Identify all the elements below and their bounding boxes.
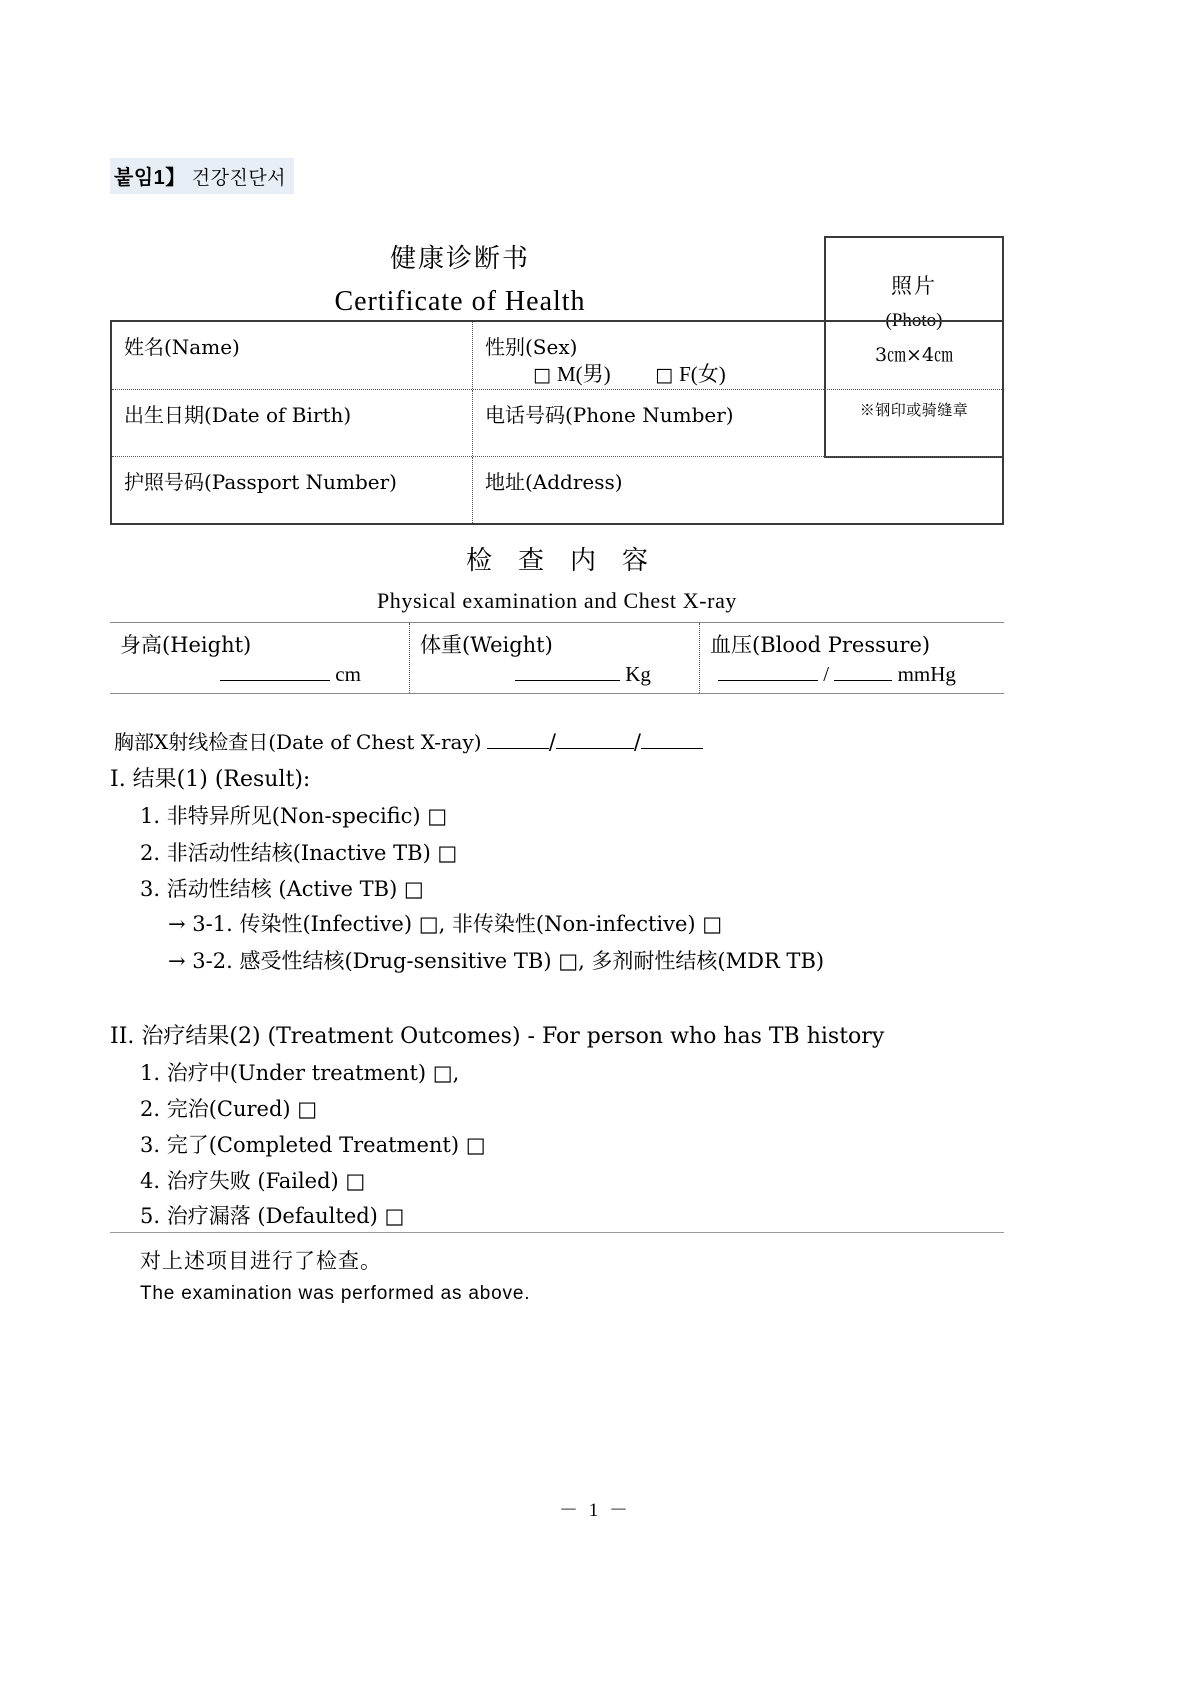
sex-options bbox=[533, 358, 726, 388]
statement-en: The examination was performed as above. bbox=[140, 1283, 531, 1304]
page-title-en: Certificate of Health bbox=[334, 286, 586, 317]
blood-pressure-cell[interactable] bbox=[700, 623, 1004, 693]
attachment-tag: 붙임1】 bbox=[114, 167, 186, 189]
xray-date-sep-2: / bbox=[633, 730, 641, 754]
xray-date-month-line[interactable] bbox=[556, 728, 634, 749]
measurements-table bbox=[110, 622, 1004, 694]
page-number: － 1 － bbox=[558, 1500, 631, 1521]
personal-info-table bbox=[110, 320, 1004, 525]
attachment-header bbox=[110, 158, 294, 194]
weight-cell[interactable] bbox=[410, 623, 700, 693]
sex-label: 性别(Sex) bbox=[485, 335, 578, 359]
dob-cell[interactable] bbox=[112, 390, 472, 456]
passport-label: 护照号码(Passport Number) bbox=[124, 470, 397, 494]
statement-cn: 对上述项目进行了检查。 bbox=[140, 1249, 382, 1273]
section-ii-heading: II. 治疗结果(2) (Treatment Outcomes) - For person who has TB history bbox=[110, 1024, 885, 1049]
phone-label: 电话号码(Phone Number) bbox=[485, 403, 734, 427]
sex-female-label: F(女) bbox=[679, 362, 726, 386]
photo-seal-note: ※钢印或骑缝章 bbox=[859, 401, 969, 419]
section-ii-item-4[interactable]: 4. 治疗失败 (Failed) □ bbox=[140, 1169, 366, 1193]
blood-pressure-label: 血压(Blood Pressure) bbox=[710, 633, 931, 657]
bp-separator: / bbox=[823, 662, 830, 686]
exam-section-title-cn: 检查内容 bbox=[465, 546, 674, 576]
sex-female-checkbox[interactable]: □ bbox=[655, 364, 674, 386]
address-label: 地址(Address) bbox=[485, 470, 623, 494]
name-label: 姓名(Name) bbox=[124, 335, 240, 359]
section-ii-item-5[interactable]: 5. 治疗漏落 (Defaulted) □ bbox=[140, 1204, 405, 1228]
xray-date-row bbox=[114, 726, 703, 755]
section-i-item-3-2[interactable]: → 3-2. 感受性结核(Drug-sensitive TB) □, 多剂耐性结核(MDR TB) bbox=[168, 949, 825, 973]
photo-label-cn: 照片 bbox=[891, 274, 937, 298]
divider bbox=[110, 1232, 1004, 1233]
height-unit: cm bbox=[335, 662, 361, 686]
height-label: 身高(Height) bbox=[120, 633, 252, 657]
name-cell[interactable] bbox=[112, 322, 472, 389]
phone-cell[interactable] bbox=[472, 390, 1002, 456]
section-i-heading: I. 结果(1) (Result): bbox=[110, 767, 311, 792]
page-title-cn: 健康诊断书 bbox=[389, 244, 530, 274]
bp-unit: mmHg bbox=[897, 662, 956, 686]
bp-systolic-line[interactable] bbox=[718, 660, 818, 681]
weight-input-line[interactable] bbox=[515, 660, 620, 681]
xray-date-year-line[interactable] bbox=[487, 728, 549, 749]
section-i-item-3[interactable]: 3. 活动性结核 (Active TB) □ bbox=[140, 877, 424, 901]
table-row bbox=[112, 456, 1002, 523]
section-ii-item-2[interactable]: 2. 完治(Cured) □ bbox=[140, 1097, 318, 1121]
bp-diastolic-line[interactable] bbox=[834, 660, 892, 681]
table-row bbox=[112, 389, 1002, 456]
dob-label: 出生日期(Date of Birth) bbox=[124, 403, 352, 427]
sex-male-checkbox[interactable]: □ bbox=[533, 364, 551, 386]
sex-male-label: M(男) bbox=[556, 362, 611, 386]
sex-cell[interactable] bbox=[472, 322, 1002, 389]
weight-unit: Kg bbox=[625, 662, 651, 686]
section-i-item-3-1[interactable]: → 3-1. 传染性(Infective) □, 非传染性(Non-infective) □ bbox=[168, 912, 723, 936]
photo-size-label: 3㎝×4㎝ bbox=[874, 344, 954, 366]
section-ii-item-3[interactable]: 3. 完了(Completed Treatment) □ bbox=[140, 1133, 486, 1157]
height-input-line[interactable] bbox=[220, 660, 330, 681]
xray-date-day-line[interactable] bbox=[641, 728, 703, 749]
section-ii-item-1[interactable]: 1. 治疗中(Under treatment) □, bbox=[140, 1061, 460, 1085]
xray-date-sep-1: / bbox=[548, 730, 556, 754]
section-i-item-2[interactable]: 2. 非活动性结核(Inactive TB) □ bbox=[140, 841, 458, 865]
xray-date-label: 胸部X射线检查日(Date of Chest X-ray) bbox=[114, 730, 482, 754]
section-i-item-1[interactable]: 1. 非特异所见(Non-specific) □ bbox=[140, 804, 448, 828]
photo-label-en: (Photo) bbox=[885, 310, 943, 331]
exam-section-title-en: Physical examination and Chest X-ray bbox=[376, 588, 738, 613]
attachment-label: 건강진단서 bbox=[191, 168, 287, 189]
passport-cell[interactable] bbox=[112, 457, 472, 523]
table-row bbox=[112, 322, 1002, 389]
address-cell[interactable] bbox=[472, 457, 1002, 523]
weight-label: 体重(Weight) bbox=[420, 633, 553, 657]
height-cell[interactable] bbox=[110, 623, 410, 693]
